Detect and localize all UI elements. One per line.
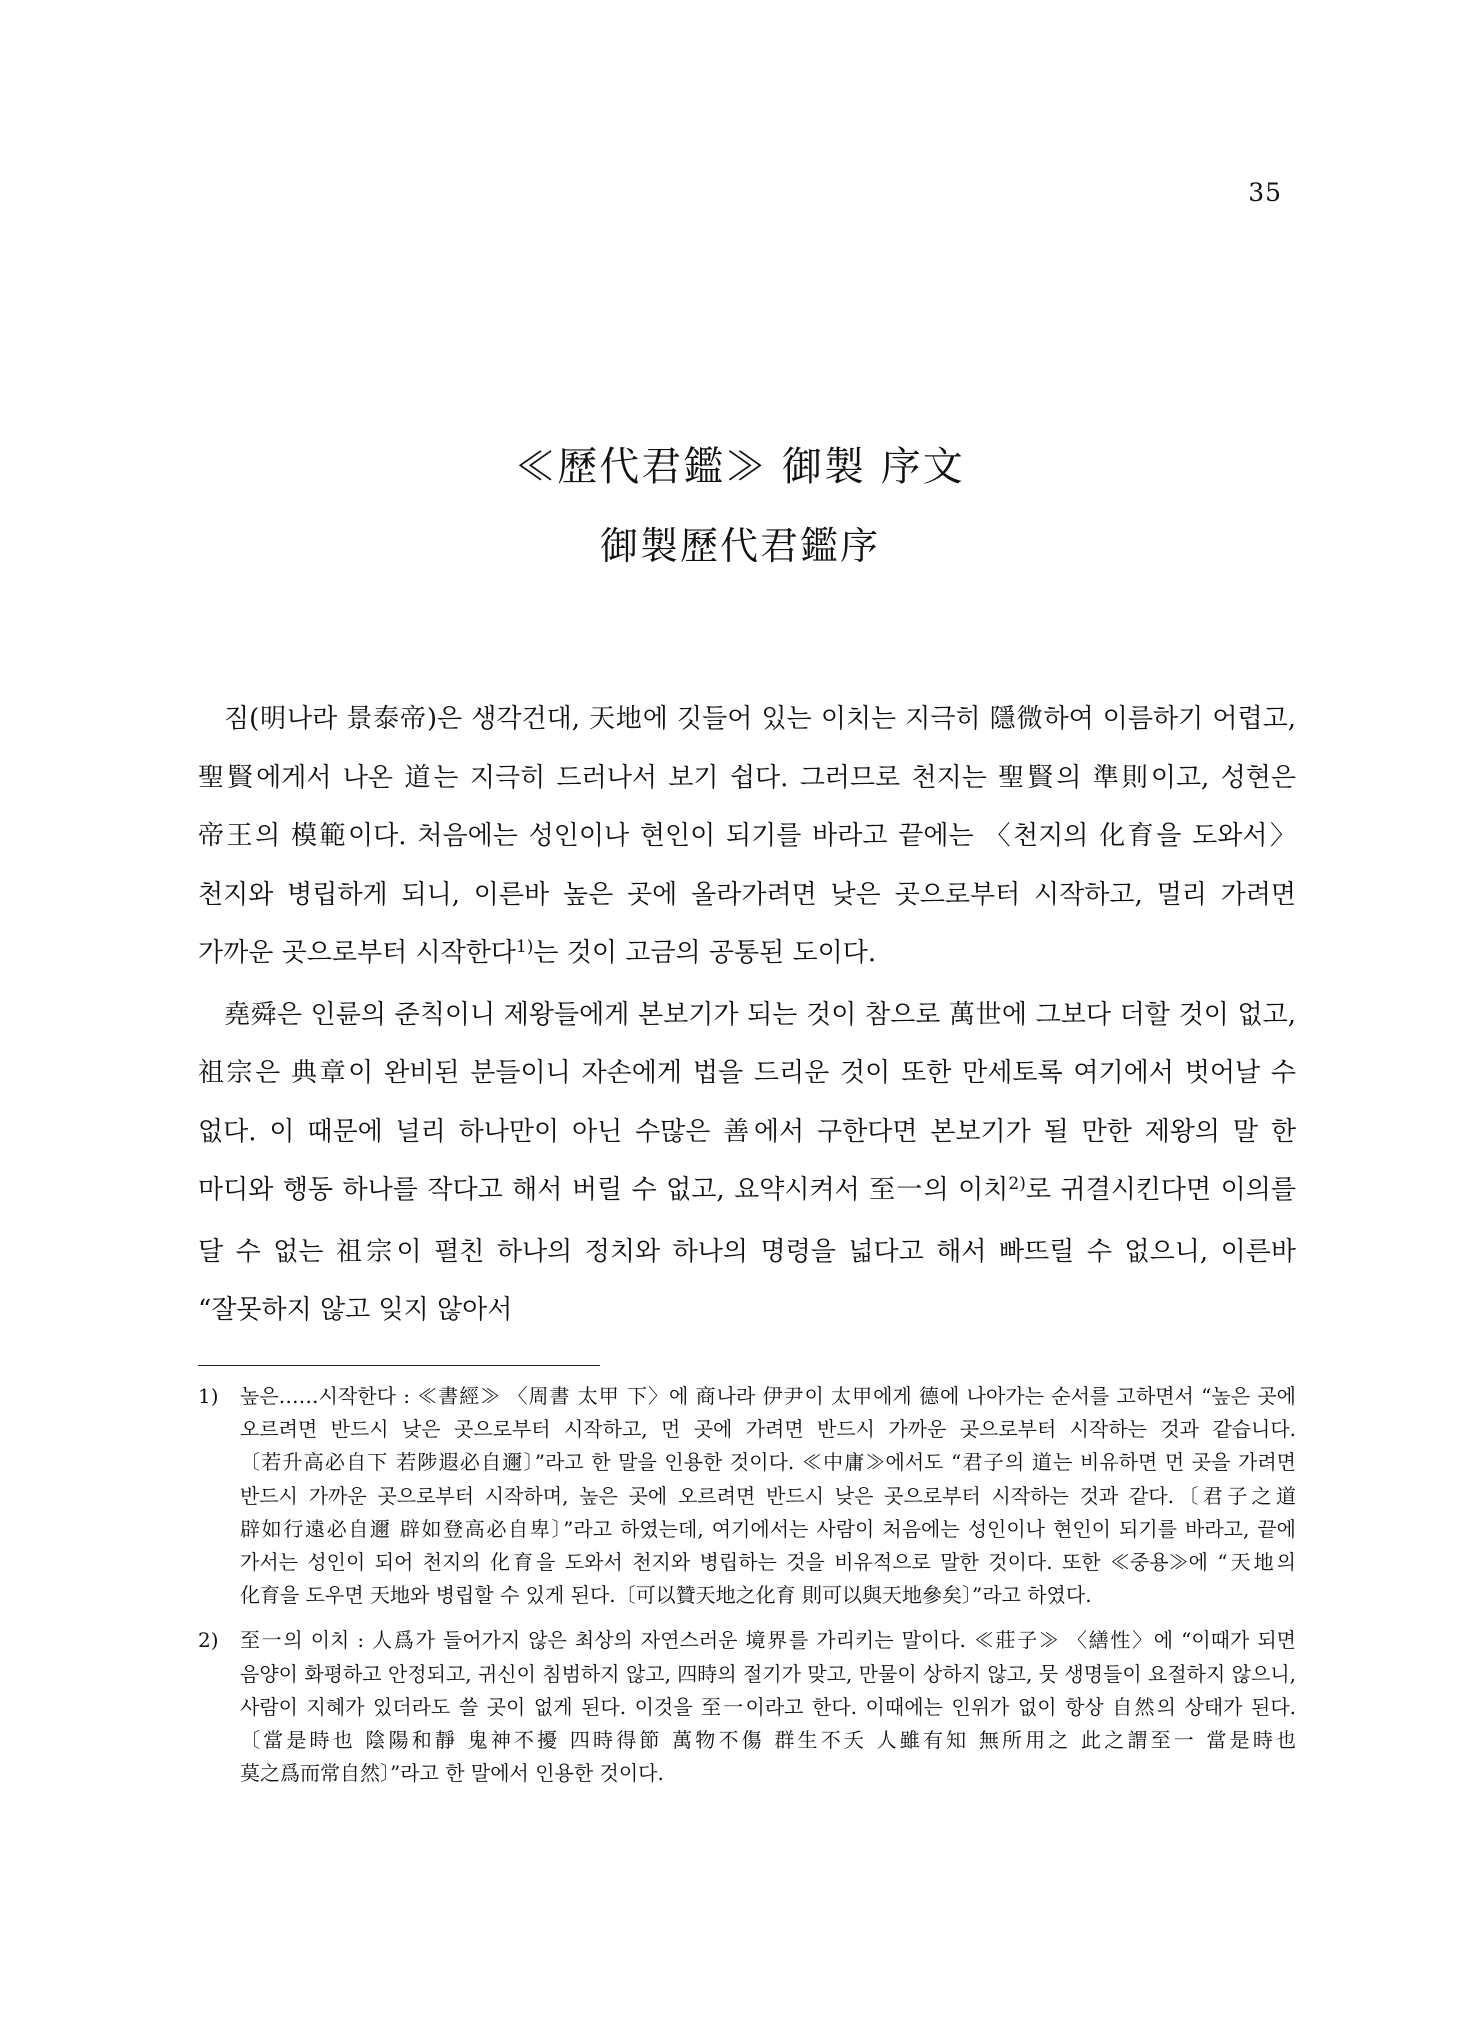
body-text bbox=[198, 690, 1296, 1340]
page-subtitle: 御製歷代君鑑序 bbox=[599, 524, 880, 568]
footnotes bbox=[198, 1380, 1296, 1802]
footnote bbox=[198, 1380, 1296, 1612]
footnote-number: 1) bbox=[198, 1384, 219, 1408]
footnote bbox=[198, 1624, 1296, 1790]
footnote-ref: 2) bbox=[1008, 1174, 1026, 1194]
page-title: ≪歷代君鑑≫ 御製 序文 bbox=[515, 444, 965, 490]
footnote-number: 2) bbox=[198, 1628, 219, 1653]
footnote-ref: 1) bbox=[515, 937, 534, 957]
paragraph-text: 로 귀결시킨다면 이의를 달 수 없는 祖宗이 펼친 하나의 정치와 하나의 명령을 넓다고 해서 빠뜨릴 수 없으니, 이른바 “잘못하지 않고 잊지 않아서 bbox=[198, 1175, 1296, 1325]
paragraph-text: 는 것이 고금의 공통된 도이다. bbox=[533, 938, 877, 968]
footnote-divider bbox=[198, 1365, 600, 1366]
paragraph-text: 堯舜은 인륜의 준칙이니 제왕들에게 본보기가 되는 것이 참으로 萬世에 그보다 더할 것이 없고, 祖宗은 典章이 완비된 분들이니 자손에게 법을 드리운 것이 또한 만세토록 여기에서 벗어날 수 없다. 이 때문에 널리 하나만이 아닌 수많은 善에서 구한다면 본보기가 될 만한 제왕의 말 한 마디와 행동 하나를 작다고 해서 버릴 수 없고, 요약시켜서 至一의 이치 bbox=[198, 999, 1296, 1205]
footnote-text: 높은……시작한다 : ≪書經≫ 〈周書 太甲 下〉에 商나라 伊尹이 太甲에게 德에 나아가는 순서를 고하면서 “높은 곳에 오르려면 반드시 낮은 곳으로부터 시작하고, 먼 곳에 가려면 반드시 가까운 곳으로부터 시작하는 것과 같습니다.〔若升高必自下 若陟遐必自邇〕”라고 한 말을 인용한 것이다. ≪中庸≫에서도 “君子의 道는 비유하면 먼 곳을 가려면 반드시 가까운 곳으로부터 시작하며, 높은 곳에 오르려면 반드시 낮은 곳으로부터 시작하는 것과 같다.〔君子之道 辟如行遠必自邇 辟如登高必自卑〕”라고 하였는데, 여기에서는 사람이 처음에는 성인이나 현인이 되기를 바라고, 끝에 가서는 성인이 되어 천지의 化育을 도와서 천지와 병립하는 것을 비유적으로 말한 것이다. 또한 ≪중용≫에 “天地의 化育을 도우면 天地와 병립할 수 있게 된다.〔可以贊天地之化育 則可以與天地參矣〕”라고 하였다. bbox=[240, 1384, 1296, 1608]
paragraph-text: 짐(明나라 景泰帝)은 생각건대, 天地에 깃들어 있는 이치는 지극히 隱微하여 이름하기 어렵고, 聖賢에게서 나온 道는 지극히 드러나서 보기 쉽다. 그러므로 천지는 聖賢의 準則이고, 성현은 帝王의 模範이다. 처음에는 성인이나 현인이 되기를 바라고 끝에는 〈천지의 化育을 도와서〉 천지와 병립하게 되니, 이른바 높은 곳에 올라가려면 낮은 곳으로부터 시작하고, 멀리 가려면 가까운 곳으로부터 시작한다 bbox=[198, 704, 1296, 968]
paragraph bbox=[198, 986, 1296, 1340]
paragraph bbox=[198, 690, 1296, 986]
page-number: 35 bbox=[1248, 178, 1282, 207]
footnote-text: 至一의 이치 : 人爲가 들어가지 않은 최상의 자연스러운 境界를 가리키는 말이다. ≪莊子≫ 〈繕性〉에 “이때가 되면 음양이 화평하고 안정되고, 귀신이 침범하지 않고, 四時의 절기가 맞고, 만물이 상하지 않고, 뭇 생명들이 요절하지 않으니, 사람이 지혜가 있더라도 쓸 곳이 없게 된다. 이것을 至一이라고 한다. 이때에는 인위가 없이 항상 自然의 상태가 된다.〔當是時也 陰陽和靜 鬼神不擾 四時得節 萬物不傷 群生不夭 人雖有知 無所用之 此之謂至一 當是時也 莫之爲而常自然〕”라고 한 말에서 인용한 것이다. bbox=[240, 1628, 1296, 1786]
